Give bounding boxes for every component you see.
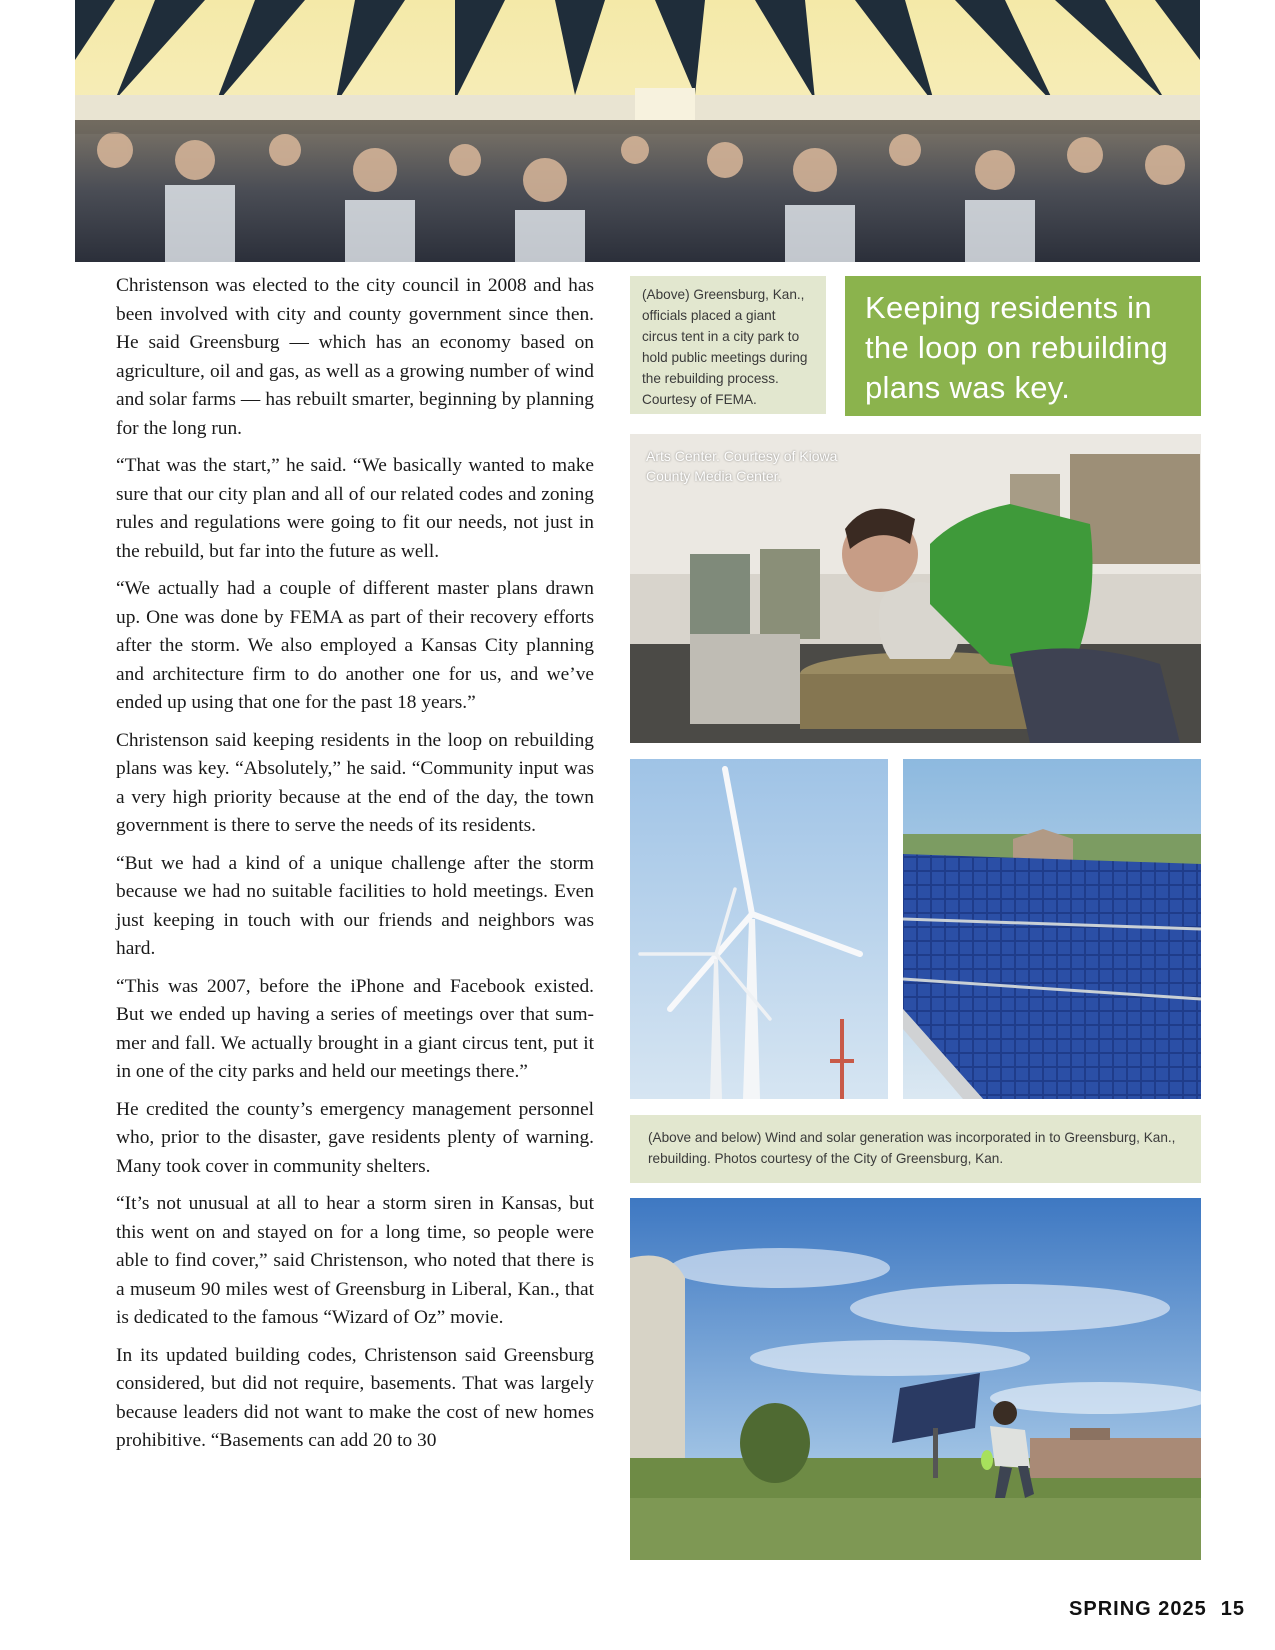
issue-label: SPRING 2025 <box>1069 1598 1207 1620</box>
tent-photo-caption: (Above) Greensburg, Kan., officials placed a giant circus tent in a city park to hold public meetings during the rebuilding process. Courtesy of FEMA. <box>630 276 826 414</box>
article-paragraph: He credited the county’s emergency management personnel who, prior to the disaster, gave residents plenty of warning. Many took cover in community shelters. <box>116 1098 594 1177</box>
energy-photo-caption: (Above and below) Wind and solar generation was incorporated in to Greensburg, Kan., rebuilding. Photos courtesy of the City of Greensburg, Kan. <box>630 1115 1201 1183</box>
article-paragraph: “This was 2007, before the iPhone and Facebook existed. But we ended up having a series of meetings over that summer and fall. We actually brought in a giant circus tent, put it in one of the city parks and held our meetings there.” <box>116 975 594 1082</box>
page-number: 15 <box>1220 1598 1245 1620</box>
article-paragraph: “But we had a kind of a unique challenge after the storm because we had no suitable facilities to hold meetings. Even just keeping in touch with our friends and neighbors was hard. <box>116 852 594 959</box>
article-paragraph: “We actually had a couple of different master plans drawn up. One was done by FEMA as part of their recovery efforts after the storm. We also employed a Kansas City planning and architecture firm to do another one for us, and we’ve ended up using that one for the past 18 years.” <box>116 578 594 713</box>
article-paragraph: In its updated building codes, Christenson said Greensburg considered, but did not require, basements. That was largely because leaders did not want to make the cost of new homes prohibitive. “Basements can add 20 to 30 <box>116 1344 594 1451</box>
article-paragraph: “That was the start,” he said. “We basically wanted to make sure that our city plan and all of our related codes and zoning rules and regulations were going to fit our needs, not just in the rebuild, but far into the future as well. <box>116 455 594 562</box>
pottery-photo-credit: Arts Center. Courtesy of Kiowa County Media Center. <box>646 448 838 484</box>
article-body <box>116 272 594 1465</box>
solar-panel-photo <box>903 759 1201 1099</box>
pull-quote: Keeping residents in the loop on rebuilding plans was key. <box>845 276 1201 416</box>
field-child-photo <box>630 1198 1201 1560</box>
wind-turbine-photo <box>630 759 888 1099</box>
article-paragraph: Christenson was elected to the city council in 2008 and has been involved with city and county government since then. He said Greensburg — which has an economy based on agriculture, oil and gas, as well as a growing number of wind and solar farms — has rebuilt smarter, beginning by planning for the long run. <box>116 275 594 439</box>
article-paragraph: “It’s not unusual at all to hear a storm siren in Kansas, but this went on and stayed on for a long time, so people were able to find cover,” said Christenson, who noted that there is a museum 90 miles west of Greensburg in Liberal, Kan., that is dedicated to the famous “Wizard of Oz” movie. <box>116 1193 594 1328</box>
tent-meeting-photo <box>75 0 1200 262</box>
page-footer <box>1069 1598 1245 1621</box>
article-paragraph: Christenson said keeping residents in the loop on rebuilding plans was key. “Absolutely,” he said. “Community input was a very high priority because at the end of the day, the town government is there to serve the needs of its residents. <box>116 729 594 836</box>
